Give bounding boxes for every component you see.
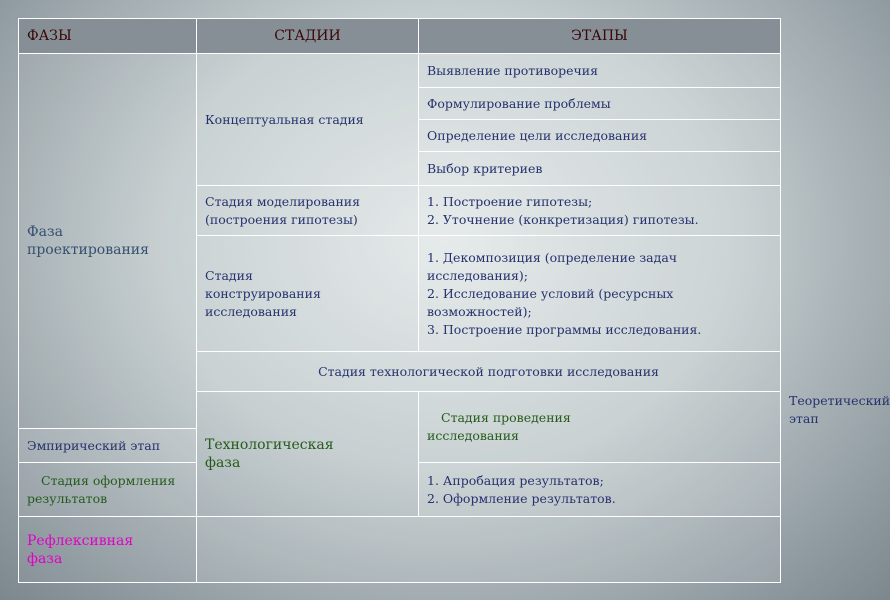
phase-tech-title-line2: фаза [205, 455, 241, 471]
construction-step-line2: исследования); [427, 267, 529, 283]
stage-formatting [19, 463, 197, 517]
table-row [19, 517, 781, 583]
phase-tech-cell [197, 392, 419, 517]
stage-modeling-line2: (построения гипотезы) [205, 211, 358, 227]
table-row: Технологическая фаза Стадия проведения исследования Теоретический этап [19, 392, 781, 429]
table-row [19, 54, 781, 88]
phase-reflexive-title-line2: фаза [27, 550, 63, 567]
header-steps: ЭТАПЫ [419, 19, 781, 54]
modeling-step-2: 2. Уточнение (конкретизация) гипотезы. [427, 211, 699, 227]
phase-tech-title-line1: Технологическая [205, 437, 334, 453]
phase-reflexive-cell [19, 517, 197, 583]
construction-step-line4: возможностей); [427, 303, 532, 319]
step-cell: Выявление противоречия [419, 54, 781, 88]
step-cell: Выбор критериев [419, 152, 781, 186]
construction-steps [419, 236, 781, 352]
stage-tech-prep: Стадия технологической подготовки исследования [197, 352, 781, 392]
construction-step-line3: 2. Исследование условий (ресурсных [427, 285, 674, 301]
phase-design-title: Фаза проектирования [27, 224, 149, 258]
research-phases-table [18, 18, 890, 583]
stage-conceptual [197, 54, 419, 186]
stage-formatting-line2: результатов [27, 490, 108, 506]
stage-formatting-line1: Стадия оформления [41, 472, 176, 488]
modeling-steps [419, 186, 781, 236]
formatting-step-2: 2. Оформление результатов. [427, 490, 616, 506]
stage-conceptual-label: Концептуальная стадия [205, 111, 364, 127]
step-cell: Эмпирический этап [19, 429, 197, 463]
stage-construction-line1: Стадия [205, 267, 253, 283]
stage-construction-line3: исследования [205, 303, 297, 319]
stage-conduct-line1: Стадия проведения [441, 410, 571, 425]
phase-design-cell [19, 54, 197, 429]
step-cell: Определение цели исследования [419, 120, 781, 152]
empty-cell [197, 517, 781, 583]
construction-step-line1: 1. Декомпозиция (определение задач [427, 249, 678, 265]
stage-construction-line2: конструирования [205, 285, 321, 301]
header-phases: ФАЗЫ [19, 19, 197, 54]
modeling-step-1: 1. Построение гипотезы; [427, 193, 593, 209]
step-cell: Формулирование проблемы [419, 88, 781, 120]
construction-step-line5: 3. Построение программы исследования. [427, 321, 702, 337]
header-stages: СТАДИИ [197, 19, 419, 54]
stage-conduct [419, 392, 781, 463]
stage-conduct-line2: исследования [427, 428, 519, 443]
formatting-steps [419, 463, 781, 517]
header-row [19, 19, 781, 54]
phase-reflexive-title-line1: Рефлексивная [27, 532, 134, 549]
stage-modeling [197, 186, 419, 236]
stage-construction [197, 236, 419, 352]
formatting-step-1: 1. Апробация результатов; [427, 472, 604, 488]
stage-modeling-line1: Стадия моделирования [205, 193, 360, 209]
